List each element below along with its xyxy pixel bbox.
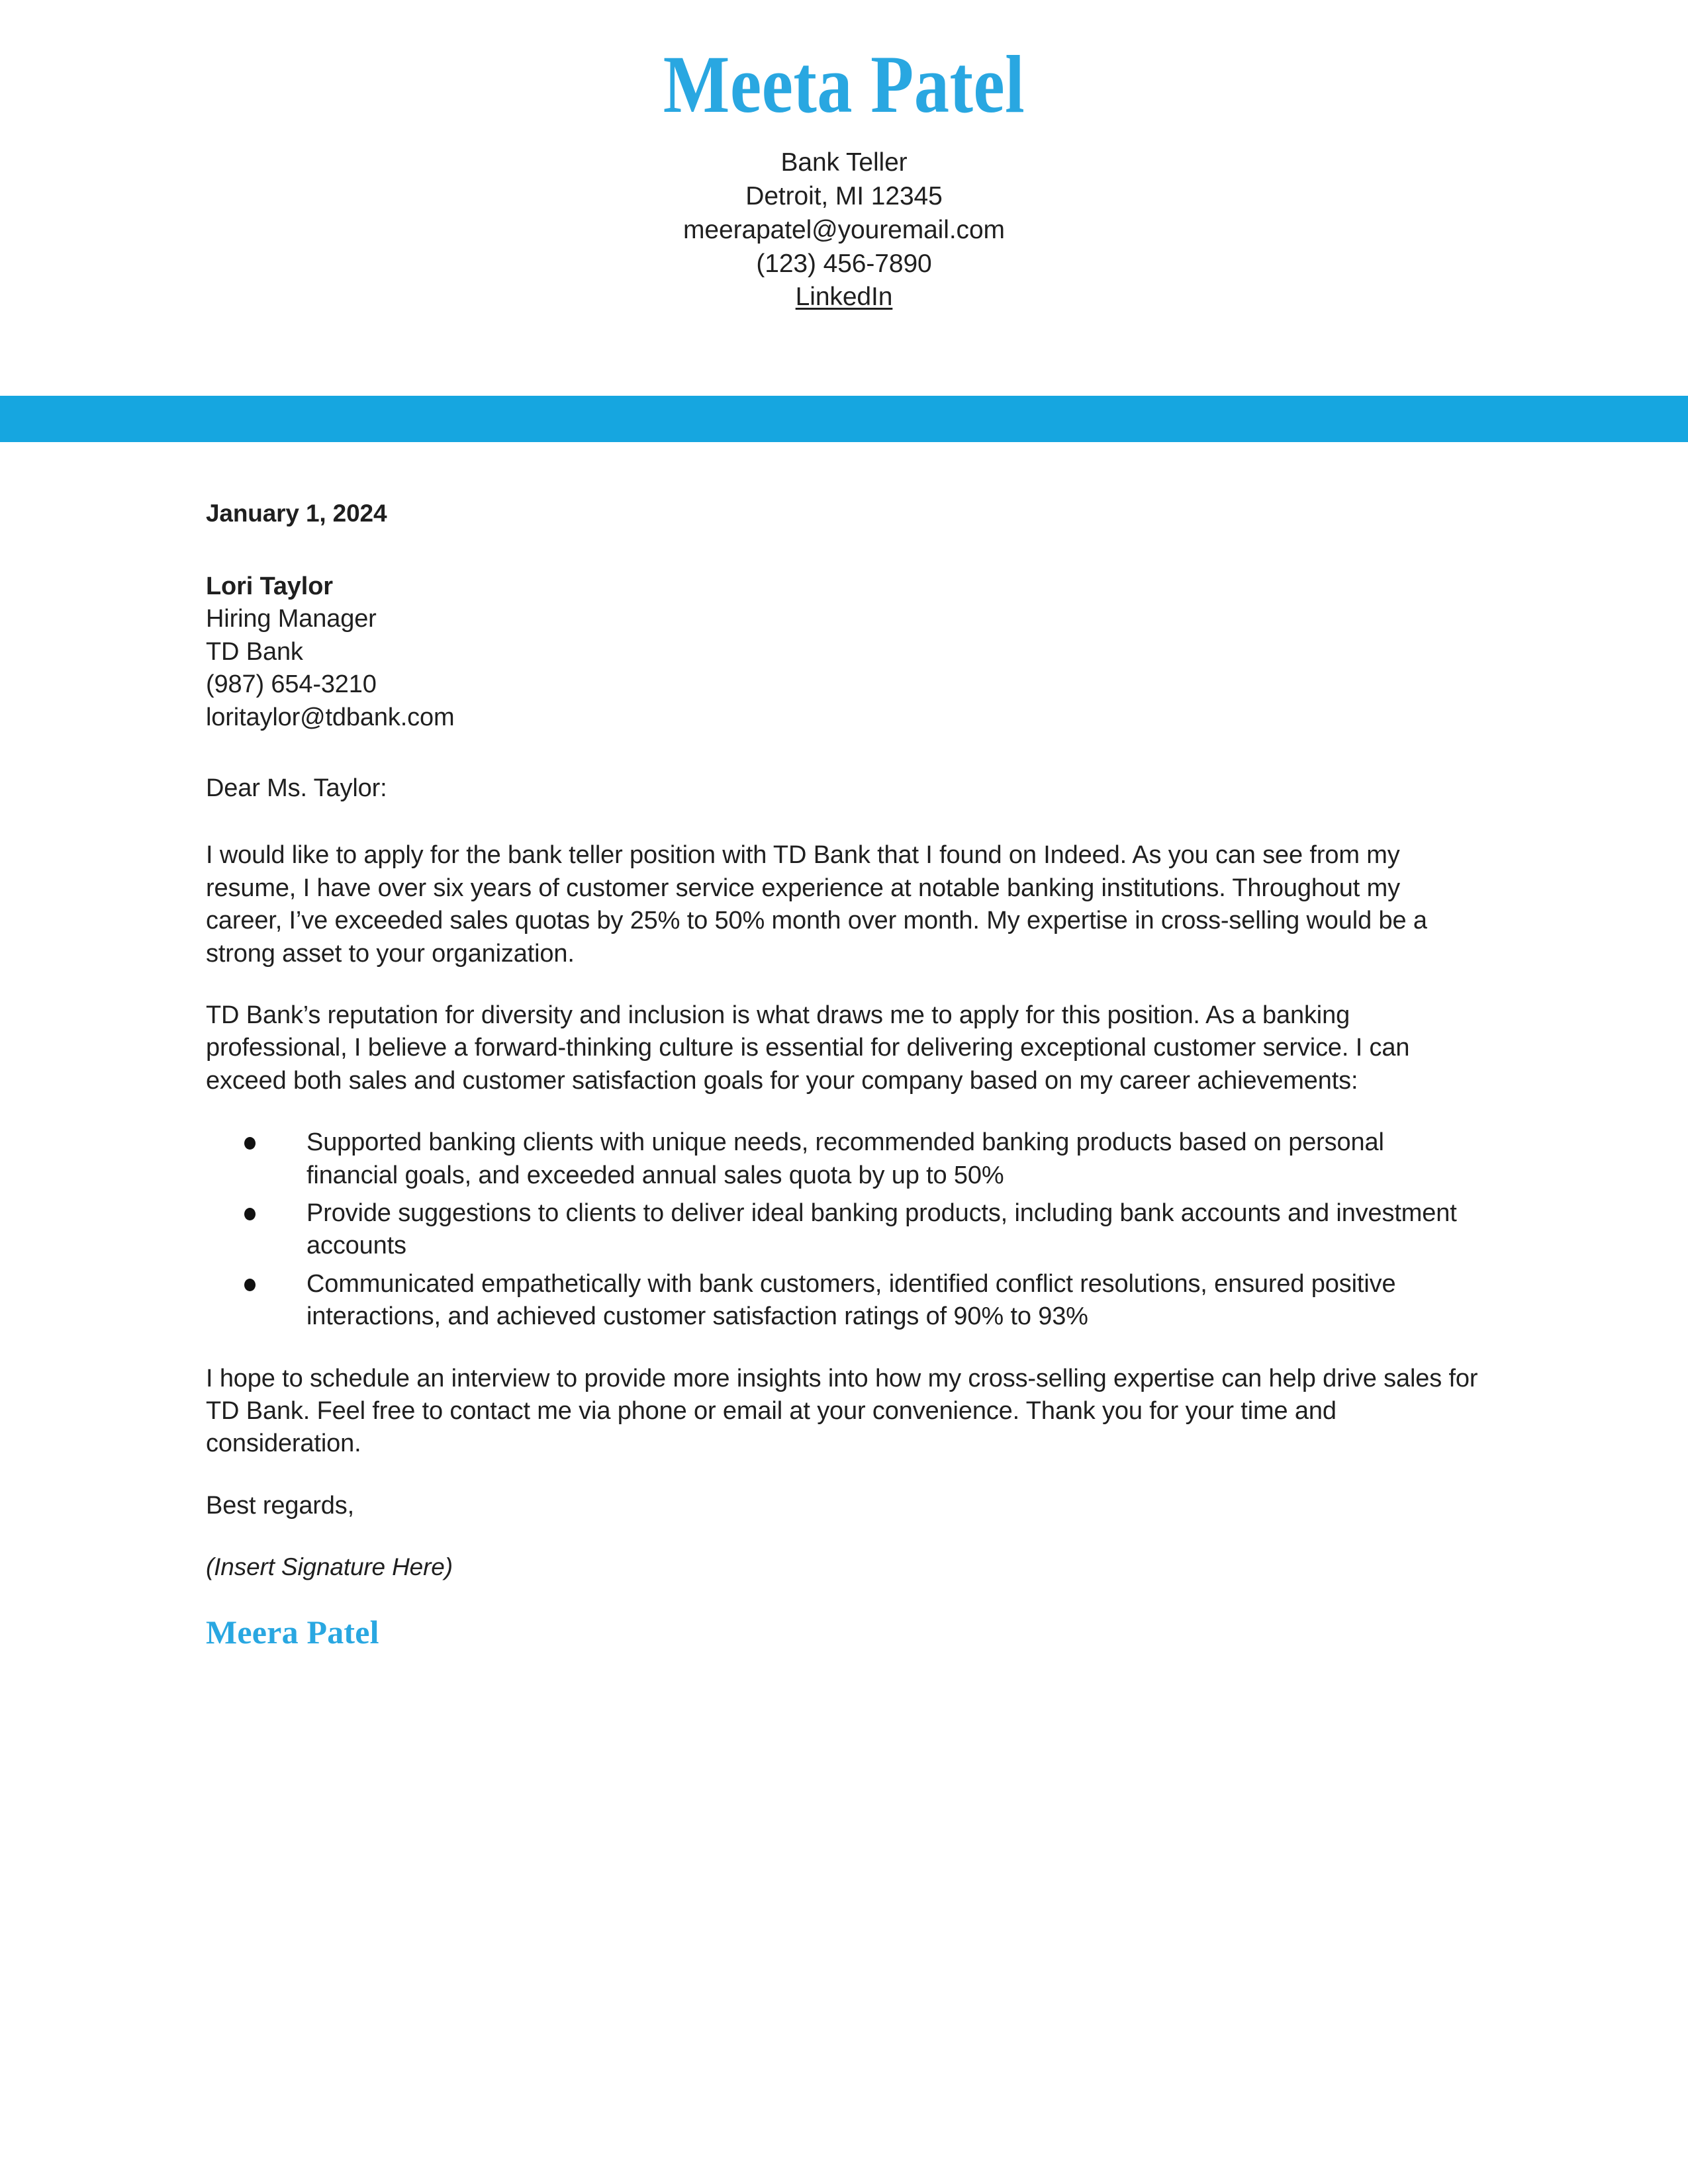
body-paragraph-1: I would like to apply for the bank teller position with TD Bank that I found on Indeed. As you can see from my resume, I have over six years of customer service experience at notable banking institutions. Throughout my career, I’ve exceeded sales quotas by 25% to 50% month over month. My expertise in cross-selling would be a strong asset to your organization. — [206, 841, 1427, 968]
contact-link-row — [0, 281, 1688, 314]
recipient-title: Hiring Manager — [206, 605, 377, 633]
list-item — [206, 1197, 1480, 1263]
list-item — [206, 1268, 1480, 1334]
linkedin-link[interactable]: LinkedIn — [795, 283, 893, 312]
body-paragraph-3: I hope to schedule an interview to provide more insights into how my cross-selling expertise can help drive sales for TD Bank. Feel free to contact me via phone or email at your convenience. Thank you for your time and consideration. — [206, 1364, 1478, 1458]
signature-name: Meera Patel — [206, 1614, 379, 1651]
applicant-name: Meeta Patel — [663, 39, 1025, 130]
bullet-icon — [244, 1208, 256, 1220]
signature-placeholder: (Insert Signature Here) — [206, 1553, 453, 1581]
body-paragraph-2: TD Bank’s reputation for diversity and inclusion is what draws me to apply for this position. As a banking professional, I believe a forward-thinking culture is essential for delivering exceptional customer service. I can exceed both sales and customer satisfaction goals for your company based on my career achievements: — [206, 1001, 1410, 1095]
achievement-text: Communicated empathetically with bank customers, identified conflict resolutions, ensured positive interactions, and achieved customer satisfaction ratings of 90% to 93% — [306, 1269, 1396, 1331]
recipient-email: loritaylor@tdbank.com — [206, 703, 455, 731]
contact-block — [0, 146, 1688, 314]
achievement-text: Provide suggestions to clients to deliver ideal banking products, including bank accounts and investment accounts — [306, 1199, 1457, 1260]
contact-job-title: Bank Teller — [780, 148, 908, 177]
contact-email: meerapatel@youremail.com — [683, 215, 1005, 244]
letter-body — [206, 498, 1480, 1654]
achievements-list — [206, 1126, 1480, 1333]
bullet-icon — [244, 1137, 256, 1150]
contact-location: Detroit, MI 12345 — [745, 182, 943, 211]
accent-divider-bar — [0, 396, 1688, 442]
recipient-phone: (987) 654-3210 — [206, 670, 377, 699]
closing-salutation: Best regards, — [206, 1491, 355, 1520]
letter-header — [0, 0, 1688, 314]
recipient-block — [206, 570, 1480, 734]
recipient-name: Lori Taylor — [206, 572, 333, 601]
salutation: Dear Ms. Taylor: — [206, 774, 387, 803]
bullet-icon — [244, 1279, 256, 1291]
recipient-company: TD Bank — [206, 637, 303, 666]
list-item — [206, 1126, 1480, 1192]
achievement-text: Supported banking clients with unique needs, recommended banking products based on personal financial goals, and exceeded annual sales quota by up to 50% — [306, 1128, 1384, 1189]
letter-date: January 1, 2024 — [206, 500, 387, 527]
contact-phone: (123) 456-7890 — [756, 249, 932, 278]
